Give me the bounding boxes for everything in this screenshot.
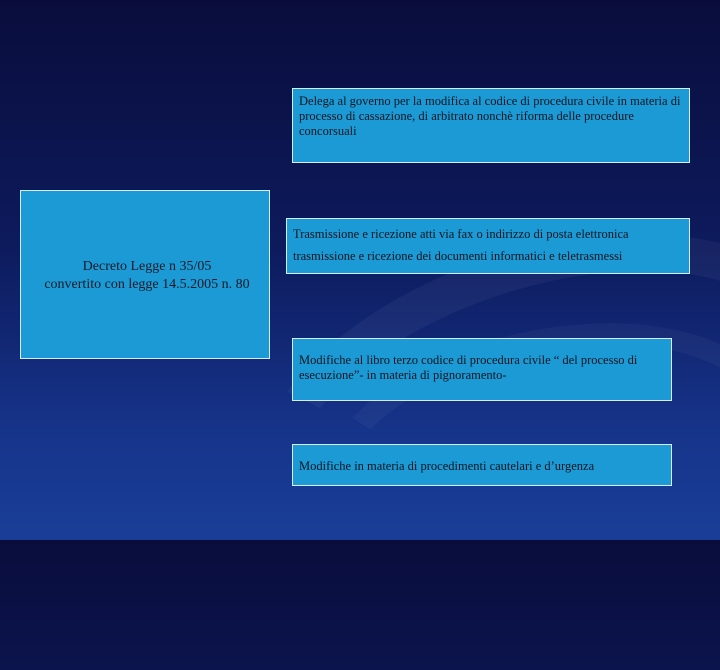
main-decree-line2: convertito con legge 14.5.2005 n. 80 (44, 277, 250, 292)
trasmissione-box (286, 218, 690, 274)
cautelari-box (292, 444, 672, 486)
main-decree-line1: Decreto Legge n 35/05 (82, 259, 212, 274)
main-decree-box (20, 190, 270, 359)
esecuzione-box (292, 338, 672, 401)
main-decree-text (19, 258, 275, 294)
delega-text: Delega al governo per la modifica al codice di procedura civile in materia di processo di cassazione, di arbitrato nonchè riforma delle procedure concorsuali (299, 94, 681, 138)
cautelari-text: Modifiche in materia di procedimenti cautelari e d’urgenza (299, 459, 595, 473)
trasmissione-line1: Trasmissione e ricezione atti via fax o indirizzo di posta elettronica (293, 227, 629, 241)
esecuzione-text: Modifiche al libro terzo codice di procedura civile “ del processo di esecuzione”- in materia di pignoramento- (299, 353, 638, 382)
trasmissione-line2: trasmissione e ricezione dei documenti informatici e teletrasmessi (293, 249, 623, 263)
delega-box (292, 88, 690, 163)
